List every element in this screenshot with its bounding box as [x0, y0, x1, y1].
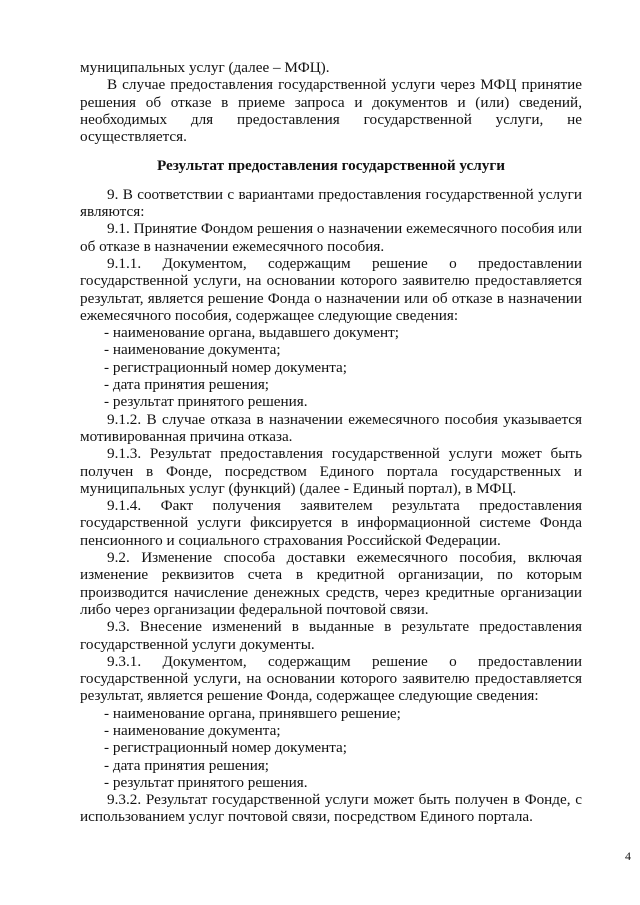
- list-item: - дата принятия решения;: [104, 376, 270, 394]
- list-item: - дата принятия решения;: [104, 756, 270, 774]
- section-heading: Результат предоставления государственной услуги: [156, 157, 506, 175]
- paragraph-9-1-1: 9.1.1. Документом, содержащим решение о предоставлении государственной услуги, на основании которого заявителю предоставляется результат, является решение Фонда о назначении или об отказе в назначении ежемесячного пособия, содержащее следующие сведения:: [80, 254, 582, 324]
- list-item: - наименование органа, принявшего решение;: [104, 704, 401, 722]
- paragraph-9-3-2: 9.3.2. Результат государственной услуги может быть получен в Фонде, с использованием услуг почтовой связи, посредством Единого портала.: [80, 791, 582, 826]
- list-item: - регистрационный номер документа;: [104, 739, 347, 757]
- document-body: [80, 59, 582, 826]
- paragraph-9-1-2: 9.1.2. В случае отказа в назначении ежемесячного пособия указывается мотивированная причина отказа.: [80, 410, 582, 445]
- paragraph-9: 9. В соответствии с вариантами предоставления государственной услуги являются:: [80, 185, 582, 221]
- page-number: 4: [625, 849, 631, 863]
- paragraph-mfc: В случае предоставления государственной услуги через МФЦ принятие решения об отказе в приеме запроса и документов и (или) сведений, необходимых для предоставления государственной услуги, не осуществляется.: [80, 76, 582, 146]
- paragraph-9-1-3: 9.1.3. Результат предоставления государственной услуги может быть получен в Фонде, посредством Единого портала государственных и муниципальных услуг (функций) (далее - Единый портал), в МФЦ.: [80, 445, 582, 497]
- list-item: - результат принятого решения.: [104, 773, 308, 791]
- list-item: - наименование органа, выдавшего документ;: [104, 324, 399, 342]
- paragraph-9-1: 9.1. Принятие Фондом решения о назначении ежемесячного пособия или об отказе в назначении ежемесячного пособия.: [80, 220, 582, 255]
- paragraph-intro-tail: муниципальных услуг (далее – МФЦ).: [80, 59, 330, 76]
- paragraph-9-3-1: 9.3.1. Документом, содержащим решение о предоставлении государственной услуги, на основании которого заявителю предоставляется результат, является решение Фонда, содержащее следующие сведения:: [80, 652, 582, 705]
- paragraph-9-2: 9.2. Изменение способа доставки ежемесячного пособия, включая изменение реквизитов счета в кредитной организации, по которым производится начисление денежных средств, через кредитные организации либо через организации федеральной почтовой связи.: [80, 549, 582, 618]
- list-item: - результат принятого решения.: [104, 393, 308, 411]
- paragraph-9-1-4: 9.1.4. Факт получения заявителем результата предоставления государственной услуги фиксируется в информационной системе Фонда пенсионного и социального страхования Российской Федерации.: [80, 497, 582, 549]
- list-item: - наименование документа;: [104, 341, 281, 359]
- list-item: - регистрационный номер документа;: [104, 358, 347, 376]
- list-item: - наименование документа;: [104, 721, 281, 739]
- paragraph-9-3: 9.3. Внесение изменений в выданные в результате предоставления государственной услуги документы.: [80, 618, 582, 653]
